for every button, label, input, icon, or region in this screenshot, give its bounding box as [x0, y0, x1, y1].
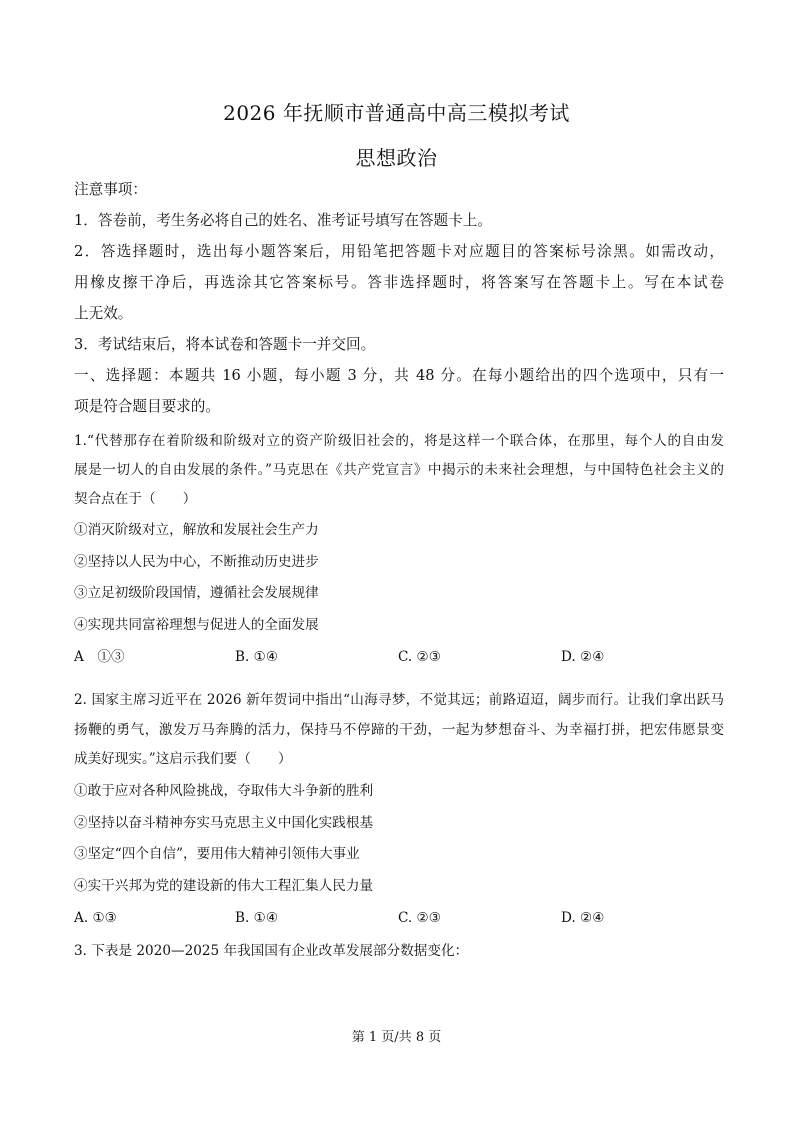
question-stem-line: 3. 下表是 2020—2025 年我国国有企业改革发展部分数据变化： [74, 943, 469, 959]
option-a: A. ①③ [74, 910, 117, 926]
question-item: ①敢于应对各种风险挑战，夺取伟大斗争新的胜利 [74, 783, 374, 799]
question-stem-line: 2. 国家主席习近平在 2026 新年贺词中指出“山海寻梦，不觉其远；前路迢迢，阔步而行。让我们拿出跃马 [74, 692, 724, 708]
notice-line: 1．答卷前，考生务必将自己的姓名、准考证号填写在答题卡上。 [74, 212, 492, 229]
question-item: ③坚定“四个自信”，要用伟大精神引领伟大事业 [74, 846, 360, 862]
question-stem-line: 契合点在于（ ） [74, 491, 197, 507]
question-stem-line: 展是一切人的自由发展的条件。”马克思在《共产党宣言》中揭示的未来社会理想，与中国特色社会主义的 [74, 462, 724, 478]
subject-title: 思想政治 [355, 146, 438, 170]
page-number: 第 1 页/共 8 页 [351, 1030, 442, 1045]
question-item: ②坚持以奋斗精神夯实马克思主义中国化实践根基 [74, 815, 374, 831]
question-stem-line: 扬鞭的勇气，激发万马奔腾的活力，保持马不停蹄的干劲，一起为梦想奋斗、为幸福打拼，把宏伟愿景变 [74, 722, 724, 738]
option-b: B. ①④ [235, 649, 279, 665]
question-item: ①消灭阶级对立，解放和发展社会生产力 [74, 522, 319, 538]
notice-line: 用橡皮擦干净后，再选涂其它答案标号。答非选择题时，将答案写在答题卡上。写在本试卷 [74, 274, 724, 291]
question-item: ④实干兴邦为党的建设新的伟大工程汇集人民力量 [74, 878, 374, 894]
option-c: C. ②③ [398, 649, 441, 665]
option-d: D. ②④ [561, 910, 605, 926]
section-heading: 一、选择题：本题共 16 小题，每小题 3 分，共 48 分。在每小题给出的四个选项中，只有一 [74, 367, 724, 384]
question-stem-line: 1.“代替那存在着阶级和阶级对立的资产阶级旧社会的，将是这样一个联合体，在那里，每个人的自由发 [74, 433, 724, 449]
notice-line: 3．考试结束后，将本试卷和答题卡一并交回。 [74, 336, 376, 353]
notice-line: 上无效。 [74, 305, 133, 322]
question-stem-line: 成美好现实。”这启示我们要（ ） [74, 751, 292, 767]
section-heading: 项是符合题目要求的。 [74, 398, 220, 415]
option-d: D. ②④ [561, 649, 605, 665]
exam-title: 2026 年抚顺市普通高中高三模拟考试 [223, 101, 570, 125]
notice-heading: 注意事项： [74, 181, 147, 198]
notice-line: 2．答选择题时，选出每小题答案后，用铅笔把答题卡对应题目的答案标号涂黑。如需改动， [74, 243, 724, 260]
option-a: A ①③ [74, 649, 125, 665]
question-item: ③立足初级阶段国情，遵循社会发展规律 [74, 585, 319, 601]
option-c: C. ②③ [398, 910, 441, 926]
question-item: ②坚持以人民为中心，不断推动历史进步 [74, 554, 319, 570]
question-item: ④实现共同富裕理想与促进人的全面发展 [74, 617, 319, 633]
option-b: B. ①④ [235, 910, 279, 926]
